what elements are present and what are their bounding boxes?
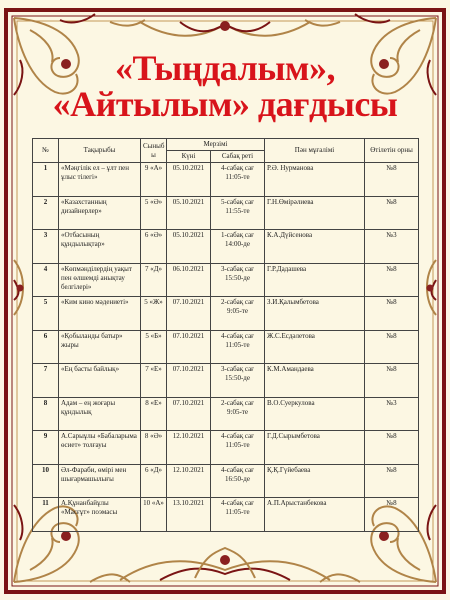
table-row <box>33 230 419 264</box>
row-topic: Адам – ең жоғары құндылық <box>59 397 141 431</box>
row-lesson-time: 2-сабақ сағ 9:05-те <box>211 297 265 331</box>
row-class: 5 «Б» <box>141 330 167 364</box>
row-date: 05.10.2021 <box>167 196 211 230</box>
row-teacher: А.П.Арыстанбекова <box>265 498 365 532</box>
row-room: №8 <box>365 297 419 331</box>
row-lesson-time: 4-сабақ сағ 16:50-де <box>211 464 265 498</box>
row-num: 3 <box>33 230 59 264</box>
table-row <box>33 163 419 197</box>
row-teacher: Қ.Қ.Гүйебаева <box>265 464 365 498</box>
row-lesson-time: 3-сабақ сағ 15:50-де <box>211 263 265 297</box>
row-date: 06.10.2021 <box>167 263 211 297</box>
row-lesson-time: 2-сабақ сағ 9:05-те <box>211 397 265 431</box>
row-num: 1 <box>33 163 59 197</box>
table-row <box>33 297 419 331</box>
row-topic: А.Құнанбайұлы «Масғұт» поэмасы <box>59 498 141 532</box>
row-lesson-time: 4-сабақ сағ 11:05-те <box>211 163 265 197</box>
header-row <box>33 139 419 151</box>
title-line-2: «Айтылым» дағдысы <box>52 84 398 124</box>
row-room: №8 <box>365 464 419 498</box>
table-row <box>33 330 419 364</box>
row-topic: «Отбасының құндылықтар» <box>59 230 141 264</box>
row-date: 07.10.2021 <box>167 330 211 364</box>
row-lesson-time: 4-сабақ сағ 11:05-те <box>211 330 265 364</box>
row-teacher: Р.Ә. Нурманова <box>265 163 365 197</box>
schedule-table <box>32 138 419 532</box>
row-topic: А.Сарыұлы «Бабаларыма өсиет» толғауы <box>59 431 141 465</box>
row-room: №8 <box>365 163 419 197</box>
row-room: №3 <box>365 397 419 431</box>
row-date: 12.10.2021 <box>167 431 211 465</box>
table-row <box>33 397 419 431</box>
row-lesson-time: 4-сабақ сағ 11:05-те <box>211 498 265 532</box>
row-teacher: Г.Д.Сырымбетова <box>265 431 365 465</box>
row-room: №3 <box>365 230 419 264</box>
row-topic: Әл-Фараби, өмірі мен шығармашылығы <box>59 464 141 498</box>
row-class: 6 «Ә» <box>141 230 167 264</box>
row-room: №8 <box>365 196 419 230</box>
row-num: 9 <box>33 431 59 465</box>
page-title <box>0 50 450 122</box>
row-class: 8 «Ә» <box>141 431 167 465</box>
table-row <box>33 464 419 498</box>
row-num: 8 <box>33 397 59 431</box>
row-num: 7 <box>33 364 59 398</box>
row-date: 12.10.2021 <box>167 464 211 498</box>
row-teacher: З.И.Қалымбетова <box>265 297 365 331</box>
row-topic: «Мәңгілік ел – ұлт пен ұлыс тілегі» <box>59 163 141 197</box>
row-teacher: К.А.Дүйсенова <box>265 230 365 264</box>
row-lesson-time: 4-сабақ сағ 11:05-те <box>211 431 265 465</box>
row-class: 6 «Д» <box>141 464 167 498</box>
row-teacher: Ж.С.Есдәлетова <box>265 330 365 364</box>
row-room: №8 <box>365 431 419 465</box>
row-date: 07.10.2021 <box>167 364 211 398</box>
row-num: 4 <box>33 263 59 297</box>
row-teacher: В.О.Суеркулова <box>265 397 365 431</box>
row-date: 05.10.2021 <box>167 230 211 264</box>
table-row <box>33 196 419 230</box>
row-class: 5 «Ә» <box>141 196 167 230</box>
row-lesson-time: 3-сабақ сағ 15:50-де <box>211 364 265 398</box>
row-num: 2 <box>33 196 59 230</box>
header-num: № <box>33 139 59 163</box>
row-date: 05.10.2021 <box>167 163 211 197</box>
row-num: 10 <box>33 464 59 498</box>
table-body <box>33 163 419 532</box>
header-date-group: Мерзімі <box>167 139 265 151</box>
table-row <box>33 364 419 398</box>
row-class: 8 «Е» <box>141 397 167 431</box>
table-row <box>33 431 419 465</box>
row-topic: «Көпмәнділердің уақыт пен өлшемді анықтау белгілері» <box>59 263 141 297</box>
row-teacher: К.М.Амандаева <box>265 364 365 398</box>
title-line-1: «Тыңдалым», <box>115 48 335 88</box>
row-room: №8 <box>365 498 419 532</box>
table-row <box>33 498 419 532</box>
header-topic: Тақырыбы <box>59 139 141 163</box>
row-teacher: Г.Р.Дадашева <box>265 263 365 297</box>
row-room: №8 <box>365 330 419 364</box>
row-class: 10 «А» <box>141 498 167 532</box>
header-class: Сыныб ы <box>141 139 167 163</box>
row-topic: «Казахстанның дизайнерлер» <box>59 196 141 230</box>
header-teacher: Пән мұғалімі <box>265 139 365 163</box>
row-teacher: Г.Н.Өмірәлиева <box>265 196 365 230</box>
row-topic: «Қобыланды батыр» жыры <box>59 330 141 364</box>
row-num: 5 <box>33 297 59 331</box>
row-date: 07.10.2021 <box>167 397 211 431</box>
row-num: 11 <box>33 498 59 532</box>
row-class: 7 «Е» <box>141 364 167 398</box>
row-date: 07.10.2021 <box>167 297 211 331</box>
header-lesson-time: Сабақ реті <box>211 151 265 163</box>
table-row <box>33 263 419 297</box>
row-lesson-time: 5-сабақ сағ 11:55-те <box>211 196 265 230</box>
header-day: Күні <box>167 151 211 163</box>
row-topic: «Ең басты байлық» <box>59 364 141 398</box>
row-class: 5 «Ж» <box>141 297 167 331</box>
row-room: №8 <box>365 364 419 398</box>
row-room: №8 <box>365 263 419 297</box>
row-class: 7 «Д» <box>141 263 167 297</box>
header-room: Өтілетін орны <box>365 139 419 163</box>
row-topic: «Ким кино мәдениеті» <box>59 297 141 331</box>
row-date: 13.10.2021 <box>167 498 211 532</box>
row-class: 9 «А» <box>141 163 167 197</box>
row-num: 6 <box>33 330 59 364</box>
row-lesson-time: 1-сабақ сағ 14:00-де <box>211 230 265 264</box>
